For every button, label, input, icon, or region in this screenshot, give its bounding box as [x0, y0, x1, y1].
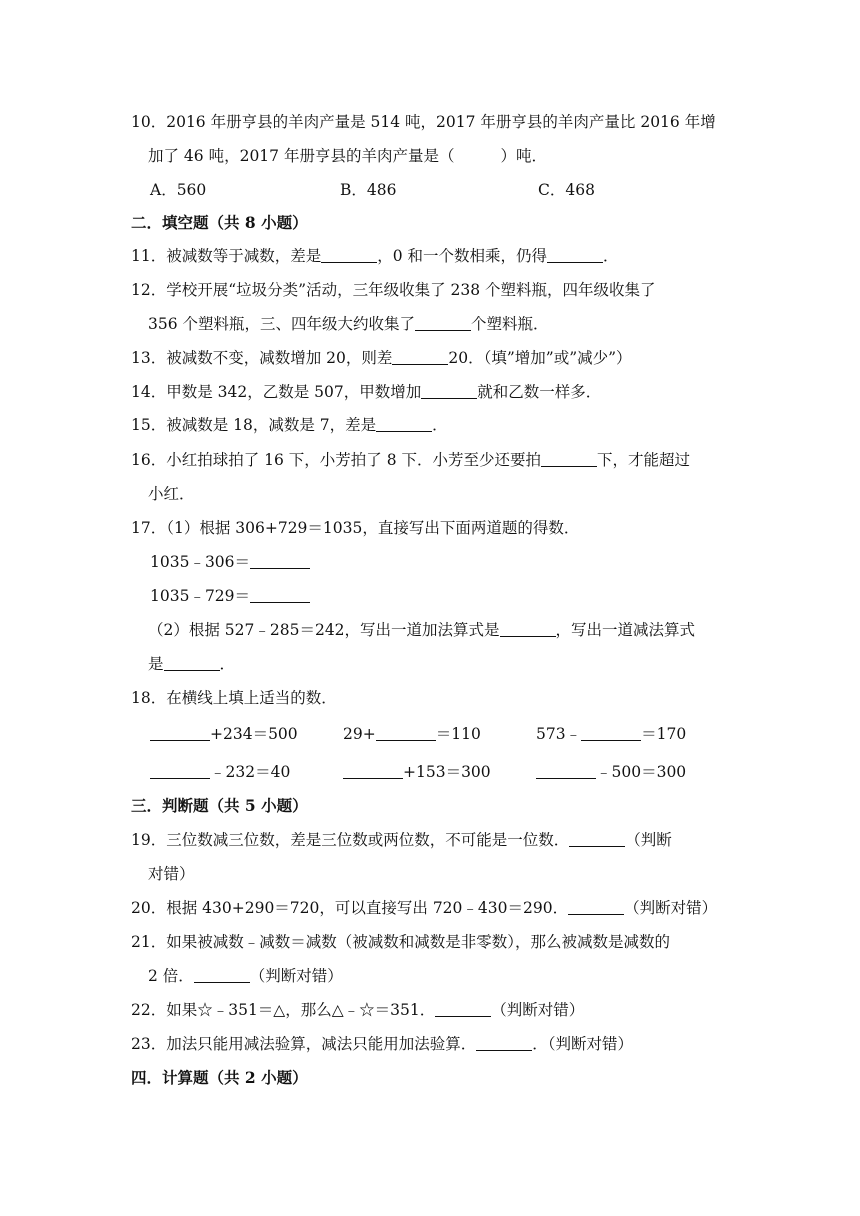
q12-text-b: 个塑料瓶． [471, 315, 549, 333]
q10-unit: ）吨． [500, 147, 547, 165]
q10-option-b: B．486 [340, 181, 397, 199]
q17-eq2-text: 1035﹣729＝ [150, 587, 251, 605]
q19-line2: 对错） [148, 865, 195, 883]
q17-part2-line2 [148, 654, 235, 674]
q17-eq1 [150, 552, 310, 572]
q13-text-b: 20．（填”增加”或”减少”） [448, 349, 632, 367]
q18-r1c1-text: +234＝500 [210, 725, 298, 743]
q12-line2 [148, 314, 549, 334]
q10-option-a: A．560 [150, 181, 207, 199]
q18-r1c3 [536, 724, 686, 744]
q12-text-a: 356 个塑料瓶，三、四年级大约收集了 [148, 315, 416, 333]
answer-blank[interactable] [435, 1001, 491, 1017]
q17-p2-text-b: ，写出一道减法算式 [555, 621, 696, 639]
q17-p2-text-d: ． [219, 655, 236, 673]
q13-text-a: 13．被减数不变，减数增加 20，则差 [131, 349, 393, 367]
q18-r2c1-text: ﹣232＝40 [210, 763, 291, 781]
section-judgement-heading: 三．判断题（共 5 小题） [131, 796, 308, 815]
answer-blank[interactable] [150, 763, 210, 779]
q11-text-b: ，0 和一个数相乘，仍得 [377, 247, 548, 265]
q15-text-b: ． [432, 416, 448, 434]
q12-line1: 12．学校开展“垃圾分类”活动，三年级收集了 238 个塑料瓶，四年级收集了 [131, 281, 656, 299]
q18-r1c2 [343, 724, 481, 744]
answer-blank[interactable] [250, 553, 310, 569]
q20-text-a: 20．根据 430+290＝720，可以直接写出 720﹣430＝290． [131, 899, 569, 917]
q20-text-b: （判断对错） [624, 899, 718, 917]
q18-r1c2-text-b: ＝110 [435, 725, 481, 743]
answer-blank[interactable] [547, 247, 603, 263]
q15 [131, 415, 448, 435]
q17-part2-line1 [148, 620, 695, 640]
answer-blank[interactable] [194, 967, 250, 983]
q18-r1c2-text-a: 29+ [343, 725, 376, 743]
q18-r1c3-text-b: ＝170 [641, 725, 687, 743]
q22 [131, 1000, 584, 1020]
q20 [131, 898, 717, 918]
q19-line1 [131, 830, 672, 850]
q18-r2c2-text: +153＝300 [403, 763, 491, 781]
q16-line1 [131, 450, 690, 470]
answer-blank[interactable] [500, 621, 556, 637]
q23-text-b: ．（判断对错） [532, 1035, 633, 1053]
q11-text-c: ． [603, 247, 619, 265]
answer-blank[interactable] [376, 725, 436, 741]
q21-line2 [148, 966, 343, 986]
q16-text-b: 下，才能超过 [597, 451, 691, 469]
answer-blank[interactable] [164, 655, 220, 671]
q14-text-b: 就和乙数一样多． [477, 383, 602, 401]
q18-r2c3-text: ﹣500＝300 [596, 763, 687, 781]
q11-text-a: 11．被减数等于减数，差是 [131, 247, 322, 265]
q10-option-c: C．468 [538, 181, 595, 199]
answer-blank[interactable] [150, 725, 210, 741]
q19-text-b: （判断 [625, 831, 672, 849]
q17-p2-text-c: 是 [148, 655, 164, 673]
q21-text-b: （判断对错） [249, 967, 343, 985]
q17-p2-text-a: （2）根据 527﹣285＝242，写出一道加法算式是 [148, 621, 500, 639]
answer-blank[interactable] [476, 1035, 532, 1051]
q14 [131, 382, 601, 402]
answer-blank[interactable] [250, 587, 310, 603]
q18-r2c2 [343, 762, 491, 782]
q15-text-a: 15．被减数是 18，减数是 7，差是 [131, 416, 377, 434]
q17-eq2 [150, 586, 310, 606]
q17-eq1-text: 1035﹣306＝ [150, 553, 251, 571]
q10-line2 [148, 146, 547, 166]
q11 [131, 246, 619, 266]
q22-text-b: （判断对错） [491, 1001, 585, 1019]
answer-blank[interactable] [541, 451, 597, 467]
answer-blank[interactable] [343, 763, 403, 779]
q18-r1c3-text-a: 573﹣ [536, 725, 582, 743]
q19-text-a: 19．三位数减三位数，差是三位数或两位数，不可能是一位数． [131, 831, 570, 849]
answer-blank[interactable] [392, 349, 448, 365]
answer-blank[interactable] [568, 899, 624, 915]
q16-line2: 小红． [148, 485, 195, 503]
q18-title: 18．在横线上填上适当的数． [131, 689, 337, 707]
q13 [131, 348, 632, 368]
section-fill-in-heading: 二．填空题（共 8 小题） [131, 213, 308, 232]
answer-blank[interactable] [321, 247, 377, 263]
answer-blank[interactable] [421, 383, 477, 399]
q18-r2c1 [150, 762, 290, 782]
q22-text-a: 22．如果☆﹣351＝△，那么△﹣☆＝351． [131, 1001, 436, 1019]
q23-text-a: 23．加法只能用减法验算，减法只能用加法验算． [131, 1035, 477, 1053]
answer-blank[interactable] [376, 416, 432, 432]
answer-blank[interactable] [581, 725, 641, 741]
answer-blank[interactable] [415, 315, 471, 331]
answer-blank[interactable] [536, 763, 596, 779]
q18-r1c1 [150, 724, 298, 744]
q21-line1: 21．如果被减数﹣减数＝减数（被减数和减数是非零数），那么被减数是减数的 [131, 933, 670, 951]
answer-blank[interactable] [569, 831, 625, 847]
q16-text-a: 16．小红拍球拍了 16 下，小芳拍了 8 下．小芳至少还要拍 [131, 451, 542, 469]
q10-line1: 10．2016 年册亨县的羊肉产量是 514 吨，2017 年册亨县的羊肉产量比 2016 年增 [131, 113, 716, 131]
q18-r2c3 [536, 762, 686, 782]
q21-text-a: 2 倍． [148, 967, 194, 985]
q10-text: 加了 46 吨，2017 年册亨县的羊肉产量是（ [148, 147, 455, 165]
q17-line1: 17．（1）根据 306+729＝1035，直接写出下面两道题的得数． [131, 519, 580, 537]
q14-text-a: 14．甲数是 342，乙数是 507，甲数增加 [131, 383, 422, 401]
q23 [131, 1034, 633, 1054]
section-calculation-heading: 四．计算题（共 2 小题） [131, 1068, 308, 1087]
